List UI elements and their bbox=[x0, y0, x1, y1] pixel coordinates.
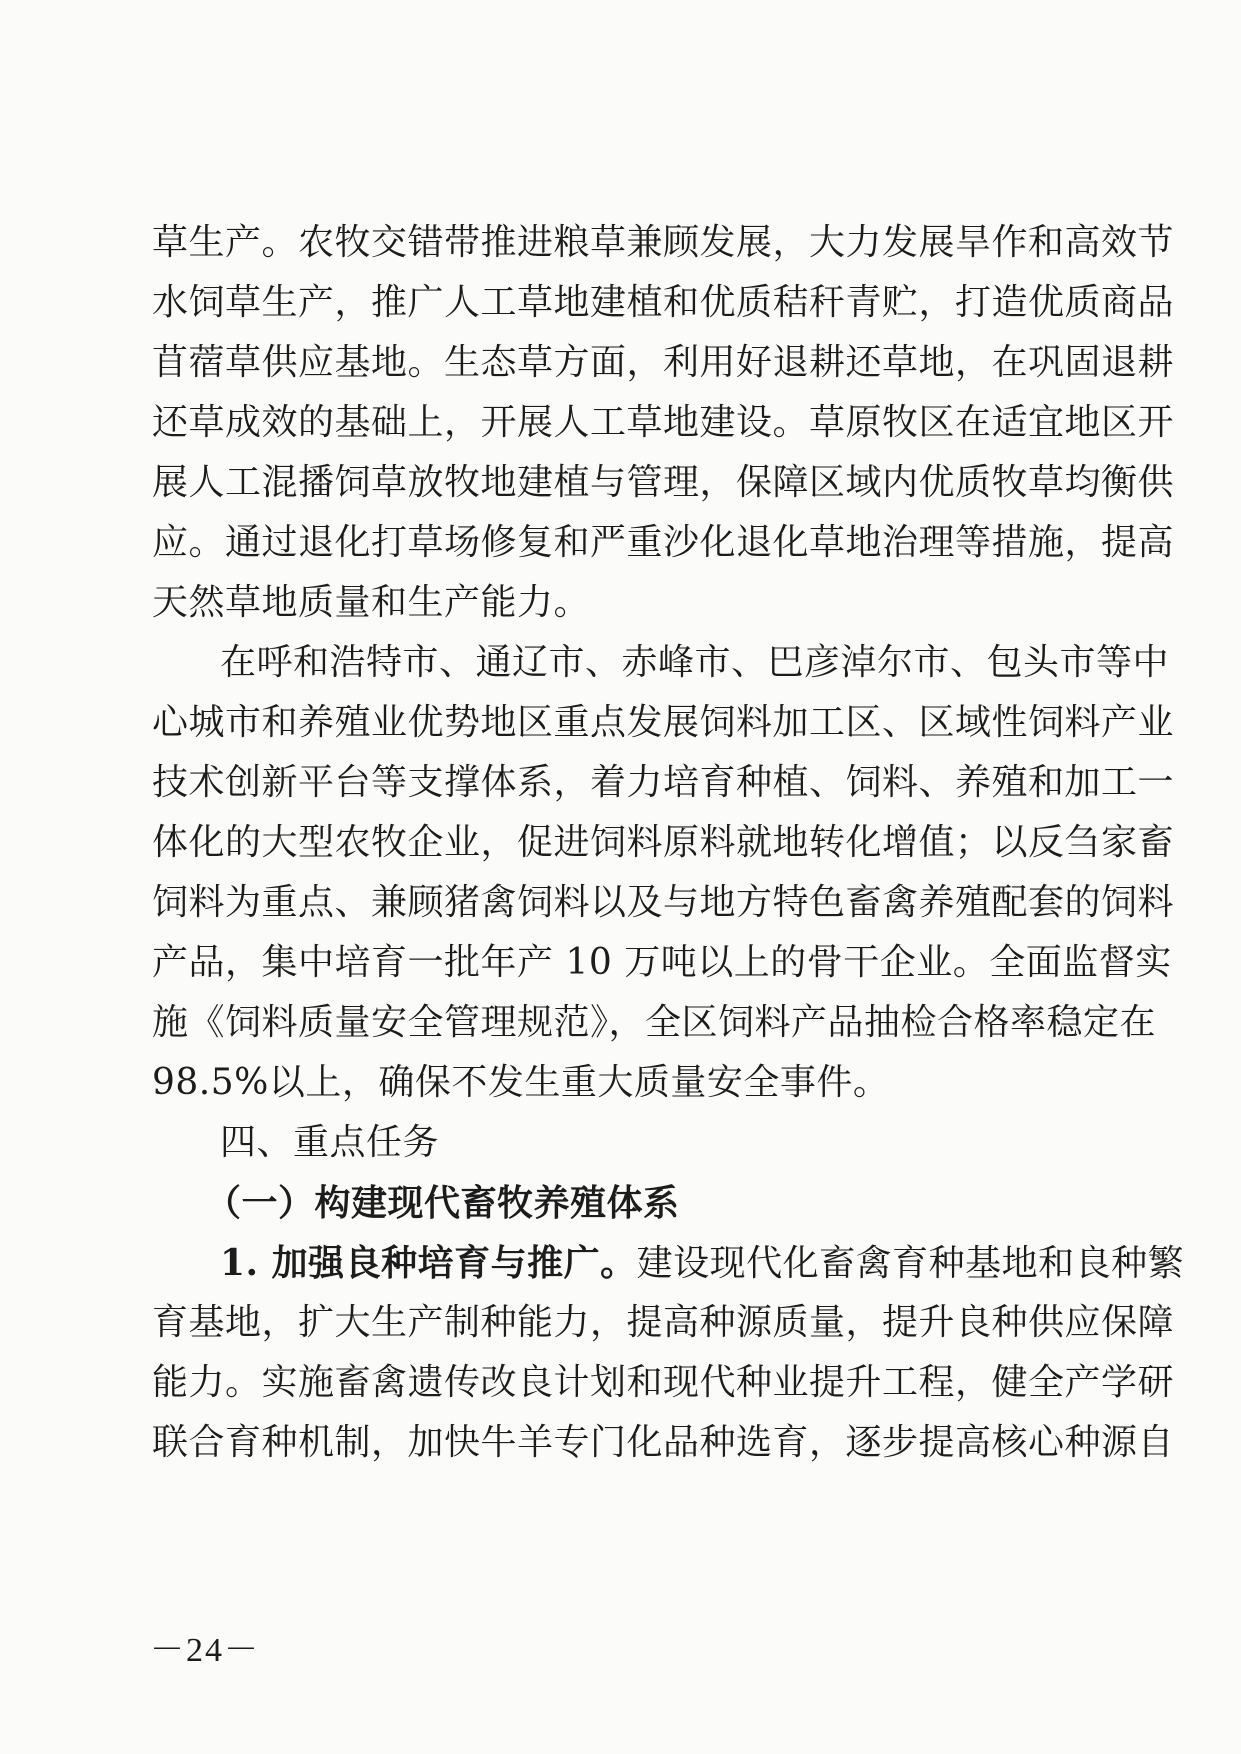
paragraph-3-line-3: 能力。实施畜禽遗传改良计划和现代种业提升工程，健全产学研 bbox=[152, 1362, 1175, 1403]
paragraph-3-line-4: 联合育种机制，加快牛羊专门化品种选育，逐步提高核心种源自 bbox=[152, 1422, 1175, 1463]
subsection-heading: （一）构建现代畜牧养殖体系 bbox=[205, 1182, 680, 1224]
section-heading: 四、重点任务 bbox=[220, 1122, 440, 1163]
paragraph-1-line-1: 草生产。农牧交错带推进粮草兼顾发展，大力发展旱作和高效节 bbox=[152, 222, 1175, 263]
paragraph-3-line-2: 育基地，扩大生产制种能力，提高种源质量，提升良种供应保障 bbox=[152, 1302, 1175, 1343]
paragraph-3-lead: 1. 加强良种培育与推广。 bbox=[220, 1242, 637, 1284]
paragraph-3-line-1 bbox=[220, 1233, 1185, 1293]
paragraph-1-line-4: 还草成效的基础上，开展人工草地建设。草原牧区在适宜地区开 bbox=[152, 402, 1175, 443]
paragraph-1-line-7: 天然草地质量和生产能力。 bbox=[152, 582, 591, 623]
paragraph-1-line-3: 苜蓿草供应基地。生态草方面，利用好退耕还草地，在巩固退耕 bbox=[152, 342, 1175, 383]
paragraph-2-line-6: 产品，集中培育一批年产 10 万吨以上的骨干企业。全面监督实 bbox=[152, 942, 1172, 983]
paragraph-2-line-5: 饲料为重点、兼顾猪禽饲料以及与地方特色畜禽养殖配套的饲料 bbox=[152, 882, 1175, 923]
paragraph-2-line-2: 心城市和养殖业优势地区重点发展饲料加工区、区域性饲料产业 bbox=[152, 702, 1175, 743]
paragraph-2-line-3: 技术创新平台等支撑体系，着力培育种植、饲料、养殖和加工一 bbox=[152, 762, 1175, 803]
paragraph-2-line-1: 在呼和浩特市、通辽市、赤峰市、巴彦淖尔市、包头市等中 bbox=[220, 642, 1170, 683]
paragraph-2-line-4: 体化的大型农牧企业，促进饲料原料就地转化增值；以反刍家畜 bbox=[152, 822, 1175, 863]
paragraph-2-line-8: 98.5%以上，确保不发生重大质量安全事件。 bbox=[152, 1062, 890, 1103]
page-number: －24－ bbox=[150, 1632, 260, 1669]
paragraph-1-line-6: 应。通过退化打草场修复和严重沙化退化草地治理等措施，提高 bbox=[152, 522, 1175, 563]
paragraph-2-line-7: 施《饲料质量安全管理规范》，全区饲料产品抽检合格率稳定在 bbox=[152, 1002, 1157, 1043]
paragraph-1-line-2: 水饲草生产，推广人工草地建植和优质秸秆青贮，打造优质商品 bbox=[152, 282, 1175, 323]
paragraph-1-line-5: 展人工混播饲草放牧地建植与管理，保障区域内优质牧草均衡供 bbox=[152, 462, 1175, 503]
paragraph-3-line-1-rest: 建设现代化畜禽育种基地和良种繁 bbox=[636, 1243, 1185, 1284]
